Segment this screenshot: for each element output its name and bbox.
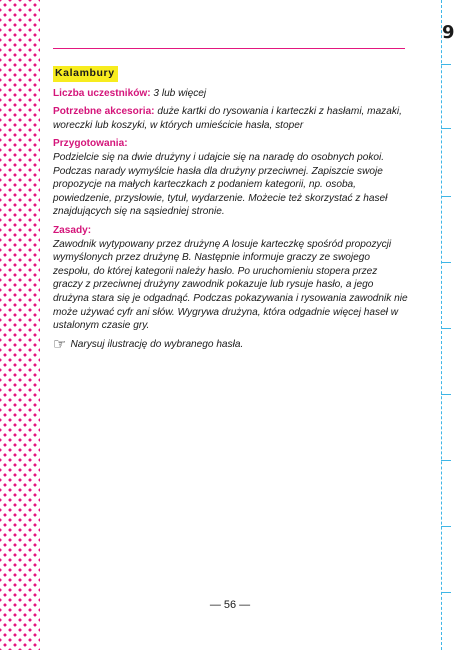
margin-tick xyxy=(441,592,451,593)
hint-text: Narysuj ilustrację do wybranego hasła. xyxy=(70,338,244,350)
hint-line xyxy=(53,334,409,353)
participants-label: Liczba uczestników: xyxy=(53,87,151,99)
game-description xyxy=(53,66,409,351)
right-dashed-guide xyxy=(441,0,442,650)
rules-section xyxy=(53,224,409,333)
preparation-section xyxy=(53,137,409,219)
rules-label: Zasady: xyxy=(53,224,92,236)
accessories-value: duże kartki do rysowania i karteczki z hasłami, mazaki, woreczki lub koszyki, w których umieścicie hasła, stoper xyxy=(53,106,402,131)
dotted-margin-pattern xyxy=(0,0,40,650)
margin-tick xyxy=(441,328,451,329)
margin-tick xyxy=(441,196,451,197)
rules-text: Zawodnik wytypowany przez drużynę A losuje karteczkę spośród propozycji wymyślonych przez drużynę B. Następnie informuje graczy ze swojego zespołu, do której kategorii należy hasło. Po uruchomieniu stopera przez graczy z przeciwnej drużyny zawodnik pokazuje lub rysuje hasło, a jego drużyna stara się je odgadnąć. Podczas pokazywania i rysowania zawodnik nie może używać cyfr ani słów. Wygrywa drużyna, która odgadnie więcej haseł w ustalonym czasie gry. xyxy=(53,238,408,332)
margin-tick xyxy=(441,394,451,395)
chapter-number: 9 xyxy=(442,22,455,43)
preparation-text: Podzielcie się na dwie drużyny i udajcie się na naradę do osobnych pokoi. Podczas narady wymyślcie hasła dla drużyny przeciwnej. Zapiszcie swoje propozycje na małych karteczkach z podaniem kategorii, np. osoba, powiedzenie, przysłowie, tytuł, wydarzenie. Możecie też skorzystać z haseł znajdujących się na sąsiedniej stronie. xyxy=(53,151,388,218)
margin-tick xyxy=(441,128,451,129)
margin-tick xyxy=(441,64,451,65)
preparation-label: Przygotowania: xyxy=(53,138,128,150)
pointing-hand-icon: ☞ xyxy=(53,334,67,353)
accessories-line xyxy=(53,105,409,132)
header-rule xyxy=(53,48,405,49)
margin-tick xyxy=(441,460,451,461)
accessories-label: Potrzebne akcesoria: xyxy=(53,106,155,118)
page-number: — 56 — xyxy=(209,599,251,611)
margin-tick xyxy=(441,526,451,527)
participants-line xyxy=(53,87,409,101)
participants-value: 3 lub więcej xyxy=(153,87,207,99)
margin-tick xyxy=(441,262,451,263)
game-title: Kalambury xyxy=(53,66,118,82)
